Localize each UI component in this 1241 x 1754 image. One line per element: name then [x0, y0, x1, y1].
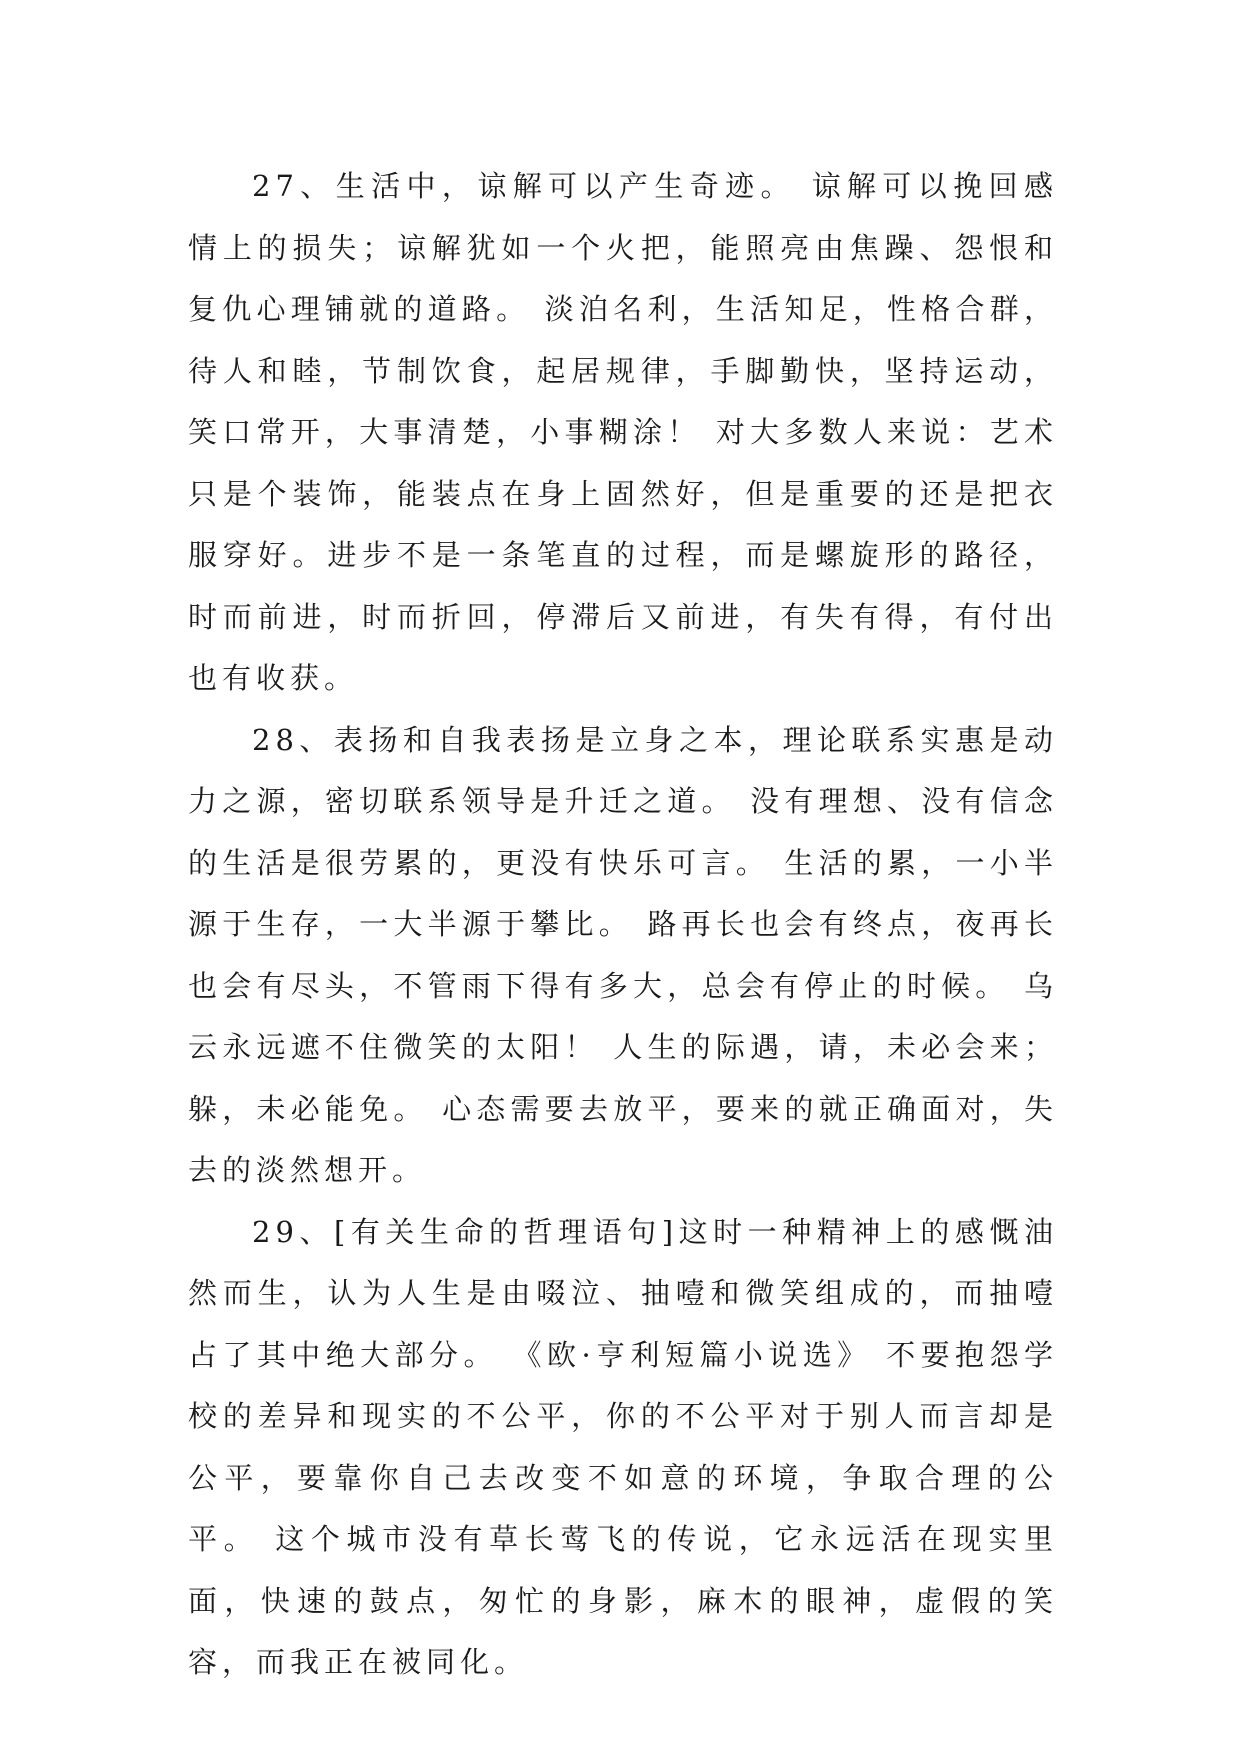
- document-body: [188, 156, 1058, 1694]
- paragraph-29: 29、[有关生命的哲理语句]这时一种精神上的感慨油然而生，认为人生是由啜泣、抽噎和微笑组成的，而抽噎占了其中绝大部分。 《欧·亨利短篇小说选》 不要抱怨学校的差异和现实的不公平，你的不公平对于别人而言却是公平，要靠你自己去改变不如意的环境，争取合理的公平。 这个城市没有草长莺飞的传说，它永远活在现实里面，快速的鼓点，匆忙的身影，麻木的眼神，虚假的笑容，而我正在被同化。: [188, 1214, 1058, 1679]
- paragraph-28: 28、表扬和自我表扬是立身之本，理论联系实惠是动力之源，密切联系领导是升迁之道。 没有理想、没有信念的生活是很劳累的，更没有快乐可言。 生活的累，一小半源于生存，一大半源于攀比。 路再长也会有终点，夜再长也会有尽头，不管雨下得有多大，总会有停止的时候。 乌云永远遮不住微笑的太阳！ 人生的际遇，请，未必会来；躲，未必能免。 心态需要去放平，要来的就正确面对，失去的淡然想开。: [188, 722, 1058, 1187]
- paragraph-27: 27、生活中，谅解可以产生奇迹。 谅解可以挽回感情上的损失；谅解犹如一个火把，能照亮由焦躁、怨恨和复仇心理铺就的道路。 淡泊名利，生活知足，性格合群，待人和睦，节制饮食，起居规律，手脚勤快，坚持运动，笑口常开，大事清楚，小事糊涂！ 对大多数人来说：艺术只是个装饰，能装点在身上固然好，但是重要的还是把衣服穿好。进步不是一条笔直的过程，而是螺旋形的路径，时而前进，时而折回，停滞后又前进，有失有得，有付出也有收获。: [188, 169, 1058, 695]
